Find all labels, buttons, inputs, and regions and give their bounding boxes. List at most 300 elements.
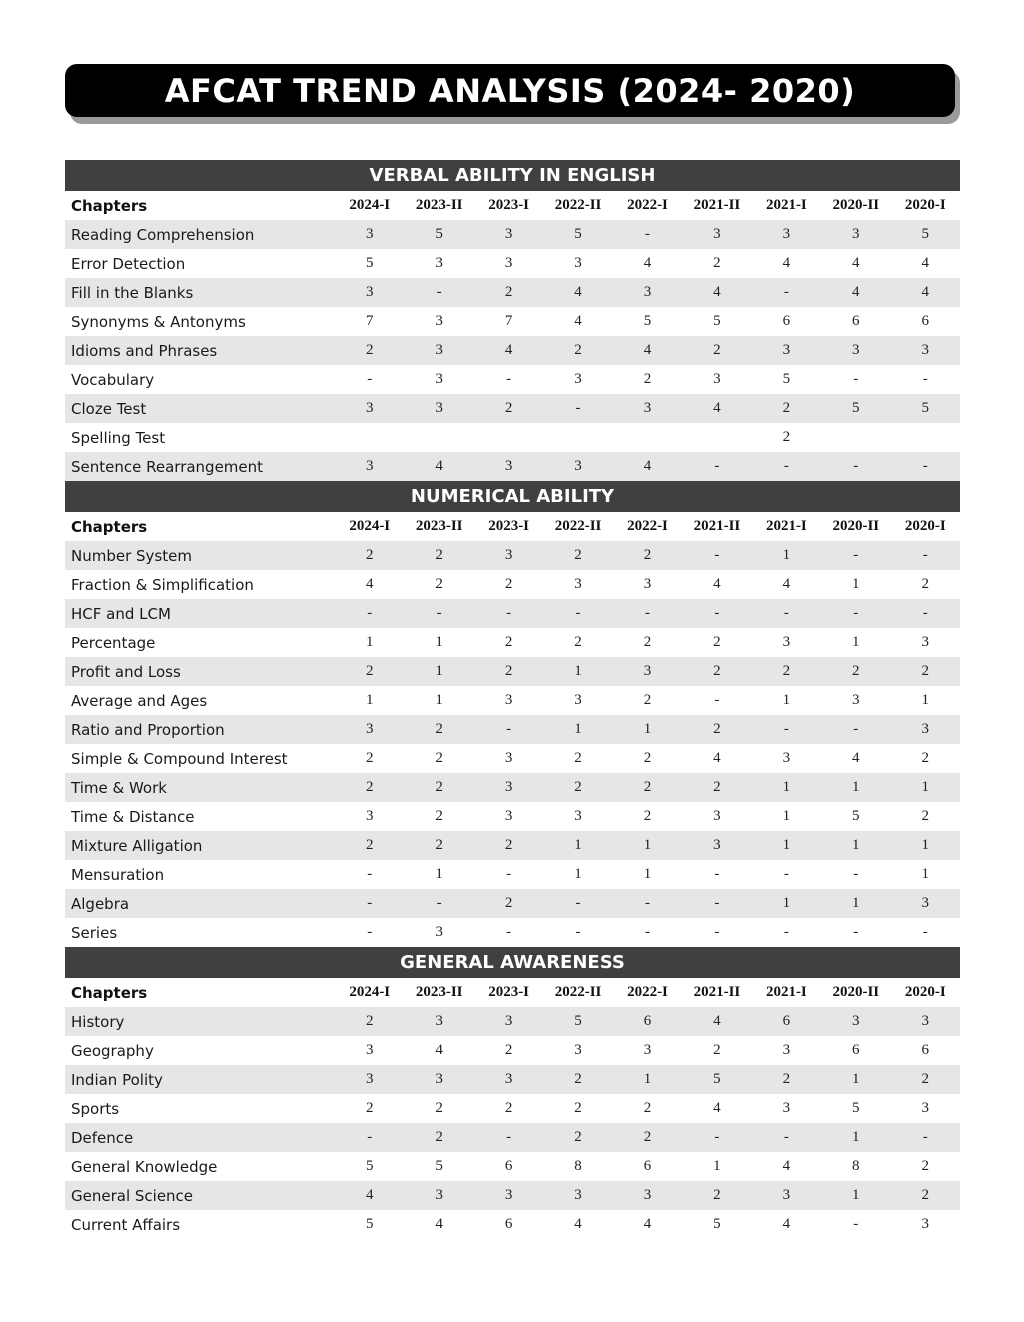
question-count: 1	[752, 686, 821, 715]
question-count: 1	[821, 1181, 890, 1210]
question-count: 2	[891, 657, 960, 686]
question-count: 1	[613, 831, 682, 860]
section-title: VERBAL ABILITY IN ENGLISH	[65, 160, 960, 191]
year-header: 2022-II	[543, 512, 612, 541]
question-count: 4	[752, 570, 821, 599]
question-count: 1	[613, 860, 682, 889]
table-row	[65, 889, 960, 918]
question-count: -	[821, 541, 890, 570]
question-count: 2	[335, 336, 404, 365]
question-count: 2	[821, 657, 890, 686]
chapters-header: Chapters	[65, 191, 335, 220]
question-count: 3	[474, 773, 543, 802]
question-count: 6	[752, 1007, 821, 1036]
question-count: 2	[613, 628, 682, 657]
table-row	[65, 365, 960, 394]
question-count: -	[821, 715, 890, 744]
year-header: 2023-II	[404, 512, 473, 541]
question-count: -	[891, 599, 960, 628]
table-row	[65, 1094, 960, 1123]
question-count: 2	[752, 657, 821, 686]
table-row	[65, 336, 960, 365]
question-count: 2	[335, 657, 404, 686]
question-count: 5	[682, 1210, 751, 1239]
question-count: 3	[613, 570, 682, 599]
section-header-row	[65, 481, 960, 512]
year-header: 2021-I	[752, 512, 821, 541]
question-count: -	[821, 918, 890, 947]
question-count: 2	[404, 541, 473, 570]
question-count: 2	[474, 394, 543, 423]
question-count	[613, 423, 682, 452]
question-count: 2	[682, 249, 751, 278]
year-header: 2024-I	[335, 191, 404, 220]
table-row	[65, 394, 960, 423]
question-count: 3	[474, 452, 543, 481]
question-count: 3	[474, 1007, 543, 1036]
question-count: 3	[821, 686, 890, 715]
question-count: -	[543, 889, 612, 918]
question-count: 2	[335, 773, 404, 802]
question-count: 3	[752, 628, 821, 657]
question-count: -	[335, 599, 404, 628]
question-count: 2	[335, 541, 404, 570]
section-title: GENERAL AWARENESS	[65, 947, 960, 978]
question-count: 5	[335, 1152, 404, 1181]
question-count: 4	[752, 1210, 821, 1239]
table-row	[65, 452, 960, 481]
question-count: 6	[821, 307, 890, 336]
question-count: -	[543, 599, 612, 628]
question-count: 5	[335, 1210, 404, 1239]
question-count: 4	[474, 336, 543, 365]
chapter-name: Fill in the Blanks	[65, 278, 335, 307]
question-count	[682, 423, 751, 452]
question-count: 2	[613, 365, 682, 394]
question-count: 3	[474, 1065, 543, 1094]
question-count: 6	[891, 1036, 960, 1065]
question-count	[474, 423, 543, 452]
question-count: 4	[821, 744, 890, 773]
question-count: 2	[543, 773, 612, 802]
question-count: 6	[821, 1036, 890, 1065]
question-count: -	[891, 365, 960, 394]
question-count: 1	[752, 802, 821, 831]
question-count: -	[752, 860, 821, 889]
title-banner	[65, 64, 960, 124]
question-count: 1	[543, 715, 612, 744]
question-count: 5	[543, 1007, 612, 1036]
question-count: 1	[404, 686, 473, 715]
chapter-name: Sports	[65, 1094, 335, 1123]
question-count: -	[613, 889, 682, 918]
question-count: 5	[891, 220, 960, 249]
question-count: 4	[543, 1210, 612, 1239]
question-count: 1	[752, 831, 821, 860]
question-count: 5	[404, 220, 473, 249]
question-count: -	[682, 599, 751, 628]
question-count: -	[752, 918, 821, 947]
question-count: -	[404, 599, 473, 628]
question-count: 2	[613, 773, 682, 802]
question-count: 5	[821, 394, 890, 423]
question-count	[891, 423, 960, 452]
question-count: 1	[613, 1065, 682, 1094]
chapter-name: Indian Polity	[65, 1065, 335, 1094]
question-count: 3	[474, 802, 543, 831]
question-count: 5	[821, 802, 890, 831]
column-header-row	[65, 512, 960, 541]
chapter-name: Defence	[65, 1123, 335, 1152]
question-count: -	[474, 599, 543, 628]
question-count: 4	[821, 278, 890, 307]
question-count	[821, 423, 890, 452]
question-count: 3	[543, 686, 612, 715]
question-count: 3	[404, 336, 473, 365]
question-count: 3	[891, 1094, 960, 1123]
chapter-name: Time & Distance	[65, 802, 335, 831]
question-count: 3	[891, 628, 960, 657]
question-count: -	[543, 394, 612, 423]
question-count: 3	[543, 802, 612, 831]
question-count: 2	[474, 628, 543, 657]
question-count: -	[682, 918, 751, 947]
question-count: 4	[682, 1007, 751, 1036]
question-count: 1	[821, 831, 890, 860]
question-count: 5	[682, 307, 751, 336]
question-count: 4	[543, 278, 612, 307]
question-count: -	[682, 452, 751, 481]
question-count: 3	[335, 1065, 404, 1094]
question-count: 5	[335, 249, 404, 278]
chapter-name: Time & Work	[65, 773, 335, 802]
question-count: -	[821, 1210, 890, 1239]
question-count: 2	[891, 1065, 960, 1094]
question-count: 2	[543, 541, 612, 570]
chapter-name: Error Detection	[65, 249, 335, 278]
question-count: 2	[335, 1007, 404, 1036]
question-count: -	[752, 715, 821, 744]
question-count: -	[474, 365, 543, 394]
question-count: 2	[404, 831, 473, 860]
question-count: 3	[335, 220, 404, 249]
question-count: 2	[404, 1094, 473, 1123]
question-count: 1	[404, 860, 473, 889]
trend-tables	[65, 160, 960, 1239]
question-count: 4	[404, 1210, 473, 1239]
question-count: 1	[821, 1065, 890, 1094]
question-count: 3	[404, 1007, 473, 1036]
question-count: 3	[752, 336, 821, 365]
question-count	[543, 423, 612, 452]
table-row	[65, 744, 960, 773]
question-count: 5	[821, 1094, 890, 1123]
question-count: -	[613, 599, 682, 628]
question-count: 3	[335, 278, 404, 307]
question-count: 4	[682, 394, 751, 423]
question-count: 3	[752, 220, 821, 249]
table-row	[65, 918, 960, 947]
title-banner-box	[65, 64, 955, 117]
table-row	[65, 773, 960, 802]
question-count: 2	[682, 657, 751, 686]
year-header: 2020-II	[821, 512, 890, 541]
question-count: -	[891, 1123, 960, 1152]
question-count: 2	[891, 1181, 960, 1210]
chapter-name: Percentage	[65, 628, 335, 657]
question-count: 2	[682, 628, 751, 657]
chapter-name: Synonyms & Antonyms	[65, 307, 335, 336]
question-count: 2	[613, 686, 682, 715]
section-header-row	[65, 160, 960, 191]
question-count: 2	[891, 802, 960, 831]
question-count: 3	[613, 1181, 682, 1210]
question-count: -	[752, 1123, 821, 1152]
question-count: 1	[821, 628, 890, 657]
question-count: -	[404, 889, 473, 918]
question-count: 3	[474, 220, 543, 249]
table-row	[65, 802, 960, 831]
question-count: 3	[682, 831, 751, 860]
question-count: -	[891, 541, 960, 570]
chapter-name: Number System	[65, 541, 335, 570]
question-count: 1	[752, 773, 821, 802]
question-count: 2	[404, 1123, 473, 1152]
question-count: 3	[682, 802, 751, 831]
year-header: 2023-I	[474, 191, 543, 220]
year-header: 2024-I	[335, 512, 404, 541]
question-count: 4	[891, 278, 960, 307]
table-row	[65, 1152, 960, 1181]
question-count: 3	[891, 1007, 960, 1036]
year-header: 2023-II	[404, 191, 473, 220]
question-count: 2	[682, 1036, 751, 1065]
question-count: -	[335, 918, 404, 947]
question-count: 3	[543, 365, 612, 394]
question-count: 4	[752, 249, 821, 278]
question-count: 4	[404, 452, 473, 481]
question-count: -	[821, 860, 890, 889]
chapters-header: Chapters	[65, 978, 335, 1007]
question-count: 3	[404, 249, 473, 278]
question-count: 3	[752, 1094, 821, 1123]
question-count: 2	[613, 1123, 682, 1152]
chapter-name: Reading Comprehension	[65, 220, 335, 249]
chapters-header: Chapters	[65, 512, 335, 541]
table-row	[65, 628, 960, 657]
year-header: 2022-II	[543, 191, 612, 220]
year-header: 2021-II	[682, 512, 751, 541]
question-count: 4	[613, 249, 682, 278]
question-count: 3	[891, 715, 960, 744]
question-count: -	[682, 860, 751, 889]
question-count: -	[752, 278, 821, 307]
chapter-name: Sentence Rearrangement	[65, 452, 335, 481]
section-title: NUMERICAL ABILITY	[65, 481, 960, 512]
question-count: 2	[543, 1123, 612, 1152]
chapter-name: Mixture Alligation	[65, 831, 335, 860]
question-count: 3	[543, 1036, 612, 1065]
chapter-name: Geography	[65, 1036, 335, 1065]
question-count: -	[335, 1123, 404, 1152]
question-count: 2	[543, 628, 612, 657]
question-count: -	[335, 889, 404, 918]
chapter-name: Series	[65, 918, 335, 947]
question-count: 2	[543, 336, 612, 365]
year-header: 2020-II	[821, 191, 890, 220]
question-count: 2	[613, 541, 682, 570]
question-count: 3	[404, 1065, 473, 1094]
question-count: 8	[821, 1152, 890, 1181]
table-row	[65, 1210, 960, 1239]
question-count: 2	[404, 802, 473, 831]
question-count: 3	[543, 249, 612, 278]
question-count: 3	[752, 744, 821, 773]
question-count: 2	[474, 831, 543, 860]
question-count: 6	[613, 1152, 682, 1181]
chapter-name: Cloze Test	[65, 394, 335, 423]
question-count: 3	[474, 744, 543, 773]
question-count: 5	[891, 394, 960, 423]
question-count: 6	[474, 1210, 543, 1239]
question-count: -	[543, 918, 612, 947]
question-count: -	[335, 365, 404, 394]
question-count: 4	[682, 1094, 751, 1123]
question-count: 1	[335, 628, 404, 657]
question-count: 3	[682, 365, 751, 394]
question-count: -	[682, 1123, 751, 1152]
question-count: 2	[752, 394, 821, 423]
question-count: 1	[821, 889, 890, 918]
chapter-name: General Knowledge	[65, 1152, 335, 1181]
table-row	[65, 1007, 960, 1036]
table-row	[65, 715, 960, 744]
question-count: 3	[821, 220, 890, 249]
question-count: 2	[543, 1094, 612, 1123]
question-count: -	[404, 278, 473, 307]
question-count: 2	[474, 1036, 543, 1065]
year-header: 2020-II	[821, 978, 890, 1007]
chapter-name: Spelling Test	[65, 423, 335, 452]
question-count: 3	[474, 1181, 543, 1210]
question-count: 1	[752, 541, 821, 570]
question-count: 2	[891, 1152, 960, 1181]
question-count: 8	[543, 1152, 612, 1181]
year-header: 2021-I	[752, 191, 821, 220]
question-count: 3	[543, 1181, 612, 1210]
question-count: 1	[821, 1123, 890, 1152]
question-count: 1	[891, 831, 960, 860]
question-count: 3	[335, 394, 404, 423]
question-count: 2	[682, 773, 751, 802]
question-count: 3	[404, 918, 473, 947]
trend-table	[65, 160, 960, 1239]
table-row	[65, 1181, 960, 1210]
question-count: 3	[474, 686, 543, 715]
question-count: 6	[891, 307, 960, 336]
question-count: 4	[404, 1036, 473, 1065]
question-count: 2	[335, 1094, 404, 1123]
table-row	[65, 1123, 960, 1152]
year-header: 2022-I	[613, 191, 682, 220]
question-count: 2	[404, 744, 473, 773]
chapter-name: Idioms and Phrases	[65, 336, 335, 365]
year-header: 2022-I	[613, 978, 682, 1007]
question-count: 7	[474, 307, 543, 336]
table-row	[65, 831, 960, 860]
question-count: 2	[752, 1065, 821, 1094]
question-count: 1	[543, 860, 612, 889]
question-count: 2	[682, 1181, 751, 1210]
question-count: 1	[821, 773, 890, 802]
question-count: 2	[613, 744, 682, 773]
table-row	[65, 570, 960, 599]
question-count: 4	[613, 1210, 682, 1239]
question-count: -	[682, 686, 751, 715]
column-header-row	[65, 978, 960, 1007]
table-row	[65, 307, 960, 336]
chapter-name: Profit and Loss	[65, 657, 335, 686]
question-count: -	[752, 452, 821, 481]
question-count: 3	[404, 394, 473, 423]
question-count: 1	[891, 686, 960, 715]
chapter-name: Vocabulary	[65, 365, 335, 394]
question-count: 4	[682, 278, 751, 307]
question-count: -	[821, 599, 890, 628]
table-row	[65, 423, 960, 452]
question-count: 3	[543, 452, 612, 481]
chapter-name: Mensuration	[65, 860, 335, 889]
table-row	[65, 686, 960, 715]
question-count: 2	[474, 889, 543, 918]
chapter-name: Current Affairs	[65, 1210, 335, 1239]
table-row	[65, 1065, 960, 1094]
table-row	[65, 249, 960, 278]
question-count: 3	[613, 278, 682, 307]
question-count: 3	[404, 307, 473, 336]
year-header: 2021-II	[682, 978, 751, 1007]
table-row	[65, 1036, 960, 1065]
question-count: 2	[682, 336, 751, 365]
question-count: 1	[335, 686, 404, 715]
question-count: 3	[613, 657, 682, 686]
question-count: -	[821, 452, 890, 481]
question-count: 3	[821, 1007, 890, 1036]
question-count: 2	[474, 1094, 543, 1123]
question-count: 4	[682, 744, 751, 773]
table-row	[65, 657, 960, 686]
chapter-name: Ratio and Proportion	[65, 715, 335, 744]
question-count: 2	[404, 715, 473, 744]
question-count: 4	[891, 249, 960, 278]
question-count: 2	[752, 423, 821, 452]
question-count: 2	[891, 570, 960, 599]
question-count: 2	[613, 1094, 682, 1123]
question-count: 3	[335, 452, 404, 481]
question-count: -	[891, 452, 960, 481]
question-count: -	[682, 889, 751, 918]
question-count: 2	[404, 773, 473, 802]
question-count: 7	[335, 307, 404, 336]
question-count: 3	[821, 336, 890, 365]
question-count: 4	[821, 249, 890, 278]
year-header: 2020-I	[891, 191, 960, 220]
question-count: 2	[335, 744, 404, 773]
page-title: AFCAT TREND ANALYSIS (2024- 2020)	[164, 71, 856, 110]
question-count: 2	[682, 715, 751, 744]
question-count: -	[682, 541, 751, 570]
question-count: 3	[752, 1036, 821, 1065]
